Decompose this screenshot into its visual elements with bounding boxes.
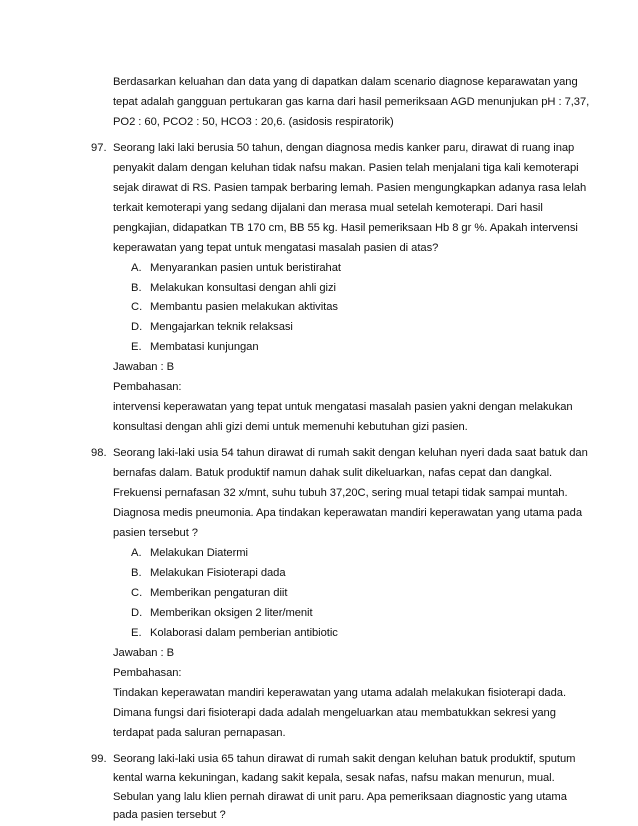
q98-option-a-text: Melakukan Diatermi [150,547,248,559]
q98-option-c-text: Memberikan pengaturan diit [150,587,288,599]
q97-option-b-letter: B. [131,282,142,294]
q97-discussion-label: Pembahasan: [113,381,182,393]
intro-line-2: tepat adalah gangguan pertukaran gas karna dari hasil pemeriksaan AGD menunjukan pH : 7,37, [113,96,590,108]
q98-discussion-label: Pembahasan: [113,667,182,679]
question-99-line-3: Sebulan yang lalu klien pernah dirawat di unit paru. Apa pemeriksaan diagnostic yang utama [113,791,567,803]
question-97-line-5: pengkajian, didapatkan TB 170 cm, BB 55 kg. Hasil pemeriksaan Hb 8 gr %. Apakah intervensi [113,222,578,234]
q97-answer: Jawaban : B [113,361,175,373]
question-99-line-2: kental warna kekuningan, kadang sakit kepala, sesak nafas, nafsu makan menurun, mual. [113,772,555,784]
q97-option-d-text: Mengajarkan teknik relaksasi [150,321,293,333]
question-97-line-3: sejak dirawat di RS. Pasien tampak berbaring lemah. Pasien mengungkapkan adanya rasa lelah [113,182,587,194]
intro-line-3: PO2 : 60, PCO2 : 50, HCO3 : 20,6. (asidosis respiratorik) [113,116,394,128]
q97-option-e-text: Membatasi kunjungan [150,341,259,353]
q98-option-d-text: Memberikan oksigen 2 liter/menit [150,607,313,619]
question-97-line-4: terkait kemoterapi yang sedang dijalani dan merasa mual setelah kemoterapi. Dari hasil [113,202,543,214]
question-97-line-2: penyakit dalam dengan keluhan tidak nafsu makan. Pasien telah menjalani tiga kali kemoterapi [113,162,579,174]
q98-discussion-line-2: Dimana fungsi dari fisioterapi dada adalah mengeluarkan atau membatukkan sekresi yang [113,707,556,719]
q97-option-a-text: Menyarankan pasien untuk beristirahat [150,262,341,274]
question-99-line-4: pada pasien tersebut ? [113,809,226,821]
q97-option-c-text: Membantu pasien melakukan aktivitas [150,301,338,313]
question-98-line-5: pasien tersebut ? [113,527,198,539]
question-98-line-3: Frekuensi pernafasan 32 x/mnt, suhu tubuh 37,20C, sering mual tetapi tidak sampai muntah. [113,487,568,499]
q98-option-b-text: Melakukan Fisioterapi dada [150,567,286,579]
q97-option-d-letter: D. [131,321,143,333]
question-98-number: 98. [91,447,107,459]
q98-answer: Jawaban : B [113,647,175,659]
q98-option-e-text: Kolaborasi dalam pemberian antibiotic [150,627,338,639]
question-98-line-1: Seorang laki-laki usia 54 tahun dirawat di rumah sakit dengan keluhan nyeri dada saat batuk dan [113,447,588,459]
q97-option-c-letter: C. [131,301,143,313]
question-99-line-1: Seorang laki-laki usia 65 tahun dirawat di rumah sakit dengan keluhan batuk produktif, sputum [113,753,576,765]
q97-option-b-text: Melakukan konsultasi dengan ahli gizi [150,282,336,294]
question-98-line-2: bernafas dalam. Batuk produktif namun dahak sulit dikeluarkan, nafas cepat dan dangkal. [113,467,553,479]
q98-option-e-letter: E. [131,627,142,639]
q97-option-a-letter: A. [131,262,142,274]
q97-option-e-letter: E. [131,341,142,353]
q98-option-a-letter: A. [131,547,142,559]
intro-line-1: Berdasarkan keluahan dan data yang di dapatkan dalam scenario diagnose keparawatan yang [113,76,578,88]
q98-discussion-line-1: Tindakan keperawatan mandiri keperawatan yang utama adalah melakukan fisioterapi dada. [113,687,567,699]
q97-discussion-line-2: konsultasi dengan ahli gizi demi untuk memenuhi kebutuhan gizi pasien. [113,421,468,433]
question-97-line-1: Seorang laki laki berusia 50 tahun, dengan diagnosa medis kanker paru, dirawat di ruang inap [113,142,575,154]
question-99-number: 99. [91,753,107,765]
question-97-number: 97. [91,142,107,154]
question-97-line-6: keperawatan yang tepat untuk mengatasi masalah pasien di atas? [113,242,439,254]
question-98-line-4: Diagnosa medis pneumonia. Apa tindakan keperawatan mandiri keperawatan yang utama pada [113,507,582,519]
q97-discussion-line-1: intervensi keperawatan yang tepat untuk mengatasi masalah pasien yakni dengan melakukan [113,401,573,413]
q98-option-c-letter: C. [131,587,143,599]
q98-discussion-line-3: terdapat pada saluran pernapasan. [113,727,286,739]
q98-option-d-letter: D. [131,607,143,619]
q98-option-b-letter: B. [131,567,142,579]
